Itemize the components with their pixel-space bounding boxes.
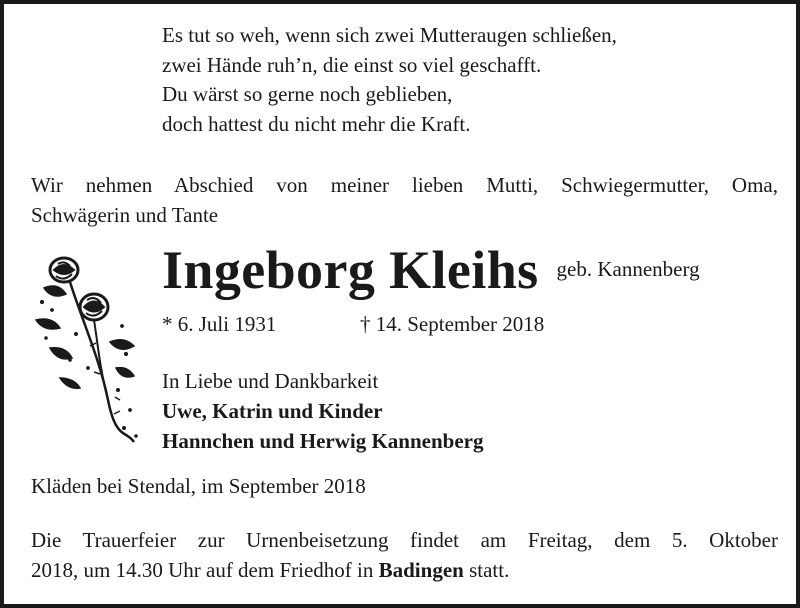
mourners-intro: In Liebe und Dankbarkeit (162, 369, 379, 393)
poem-line: Es tut so weh, wenn sich zwei Mutteraugen schließen, (162, 23, 617, 47)
poem-line: Du wärst so gerne noch geblieben, (162, 82, 453, 106)
death-date: † 14. September 2018 (360, 312, 545, 336)
place-date: Kläden bei Stendal, im September 2018 (31, 474, 366, 498)
maiden-name: geb. Kannenberg (556, 257, 700, 281)
funeral-info-line: Die Trauerfeier zur Urnenbeisetzung findet am Freitag, dem 5. Oktober (31, 528, 778, 552)
farewell-intro-line: Wir nehmen Abschied von meiner lieben Mutti, Schwiegermutter, Oma, (31, 173, 778, 197)
rose-icon (30, 250, 142, 446)
mourners (162, 366, 483, 456)
mourners-family: Uwe, Katrin und Kinder (162, 399, 383, 423)
birth-date: * 6. Juli 1931 (162, 312, 277, 336)
mourners-family: Hannchen und Herwig Kannenberg (162, 429, 484, 453)
funeral-location: Badingen (378, 557, 464, 582)
deceased-name-row (162, 238, 700, 302)
poem (162, 21, 617, 139)
funeral-info-line (31, 556, 778, 586)
funeral-end: statt. (469, 557, 510, 582)
funeral-info (31, 526, 778, 585)
deceased-name: Ingeborg Kleihs (162, 240, 539, 300)
farewell-intro-line: Schwägerin und Tante (31, 202, 219, 227)
poem-line: zwei Hände ruh’n, die einst so viel geschafft. (162, 52, 542, 77)
farewell-intro (31, 171, 778, 230)
poem-line: doch hattest du nicht mehr die Kraft. (162, 111, 471, 136)
funeral-time: 2018, um 14.30 Uhr auf dem Friedhof in (31, 557, 374, 582)
